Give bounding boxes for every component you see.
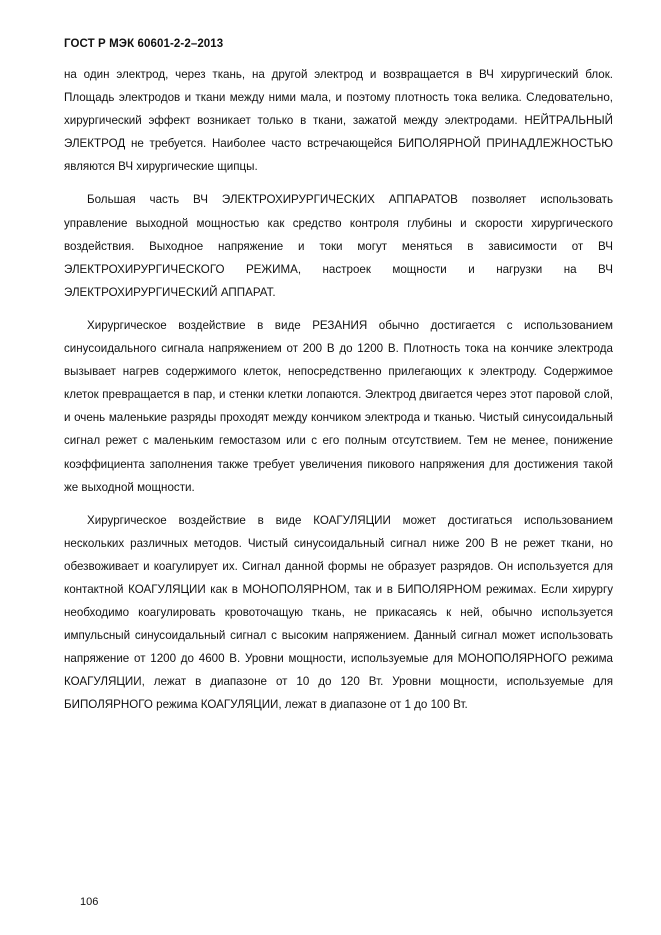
page-number: 106 — [80, 896, 99, 908]
paragraph-cutting: Хирургическое воздействие в виде РЕЗАНИЯ обычно достигается с использованием синусоидального сигнала напряжением от 200 В до 1200 В. Плотность тока на кончике электрода вызывает нагрев содержимого клеток, непосредственно прилегающих к электроду. Содержимое клеток превращается в пар, и стенки клетки лопаются. Электрод двигается через этот паровой слой, и очень маленькие разряды проходят между кончиком электрода и тканью. Чистый синусоидальный сигнал режет с маленьким гемостазом или с его полным отсутствием. Тем не менее, понижение коэффициента заполнения также требует увеличения пикового напряжения для достижения такой же выходной мощности. — [64, 318, 613, 494]
paragraph-output-power: Большая часть ВЧ ЭЛЕКТРОХИРУРГИЧЕСКИХ АППАРАТОВ позволяет использовать управление выходной мощностью как средство контроля глубины и скорости хирургического воздействия. Выходное напряжение и токи могут меняться в зависимости от ВЧ ЭЛЕКТРОХИРУРГИЧЕСКОГО РЕЖИМА, настроек мощности и нагрузки на ВЧ ЭЛЕКТРОХИРУРГИЧЕСКИЙ АППАРАТ. — [64, 193, 613, 299]
paragraph-bipolar-continuation: на один электрод, через ткань, на другой электрод и возвращается в ВЧ хирургический блок. Площадь электродов и ткани между ними мала, и поэтому плотность тока велика. Следовательно, хирургический эффект возникает только в ткани, зажатой между электродами. НЕЙТРАЛЬНЫЙ ЭЛЕКТРОД не требуется. Наиболее часто встречающейся БИПОЛЯРНОЙ ПРИНАДЛЕЖНОСТЬЮ являются ВЧ хирургические щипцы. — [64, 68, 613, 174]
document-body — [64, 63, 613, 717]
paragraph-coagulation: Хирургическое воздействие в виде КОАГУЛЯЦИИ может достигаться использованием нескольких различных методов. Чистый синусоидальный сигнал ниже 200 В не режет ткани, но обезвоживает и коагулирует их. Сигнал данной формы не образует разрядов. Он используется для контактной КОАГУЛЯЦИИ как в МОНОПОЛЯРНОМ, так и в БИПОЛЯРНОМ режимах. Если хирургу необходимо коагулировать кровоточащую ткань, не прикасаясь к ней, обычно используется импульсный синусоидальный сигнал с высоким напряжением. Данный сигнал может использовать напряжение от 1200 до 4600 В. Уровни мощности, используемые для МОНОПОЛЯРНОГО режима КОАГУЛЯЦИИ, лежат в диапазоне от 10 до 120 Вт. Уровни мощности, используемые для БИПОЛЯРНОГО режима КОАГУЛЯЦИИ, лежат в диапазоне от 1 до 100 Вт. — [64, 513, 613, 712]
document-header-title: ГОСТ Р МЭК 60601-2-2–2013 — [64, 38, 224, 50]
